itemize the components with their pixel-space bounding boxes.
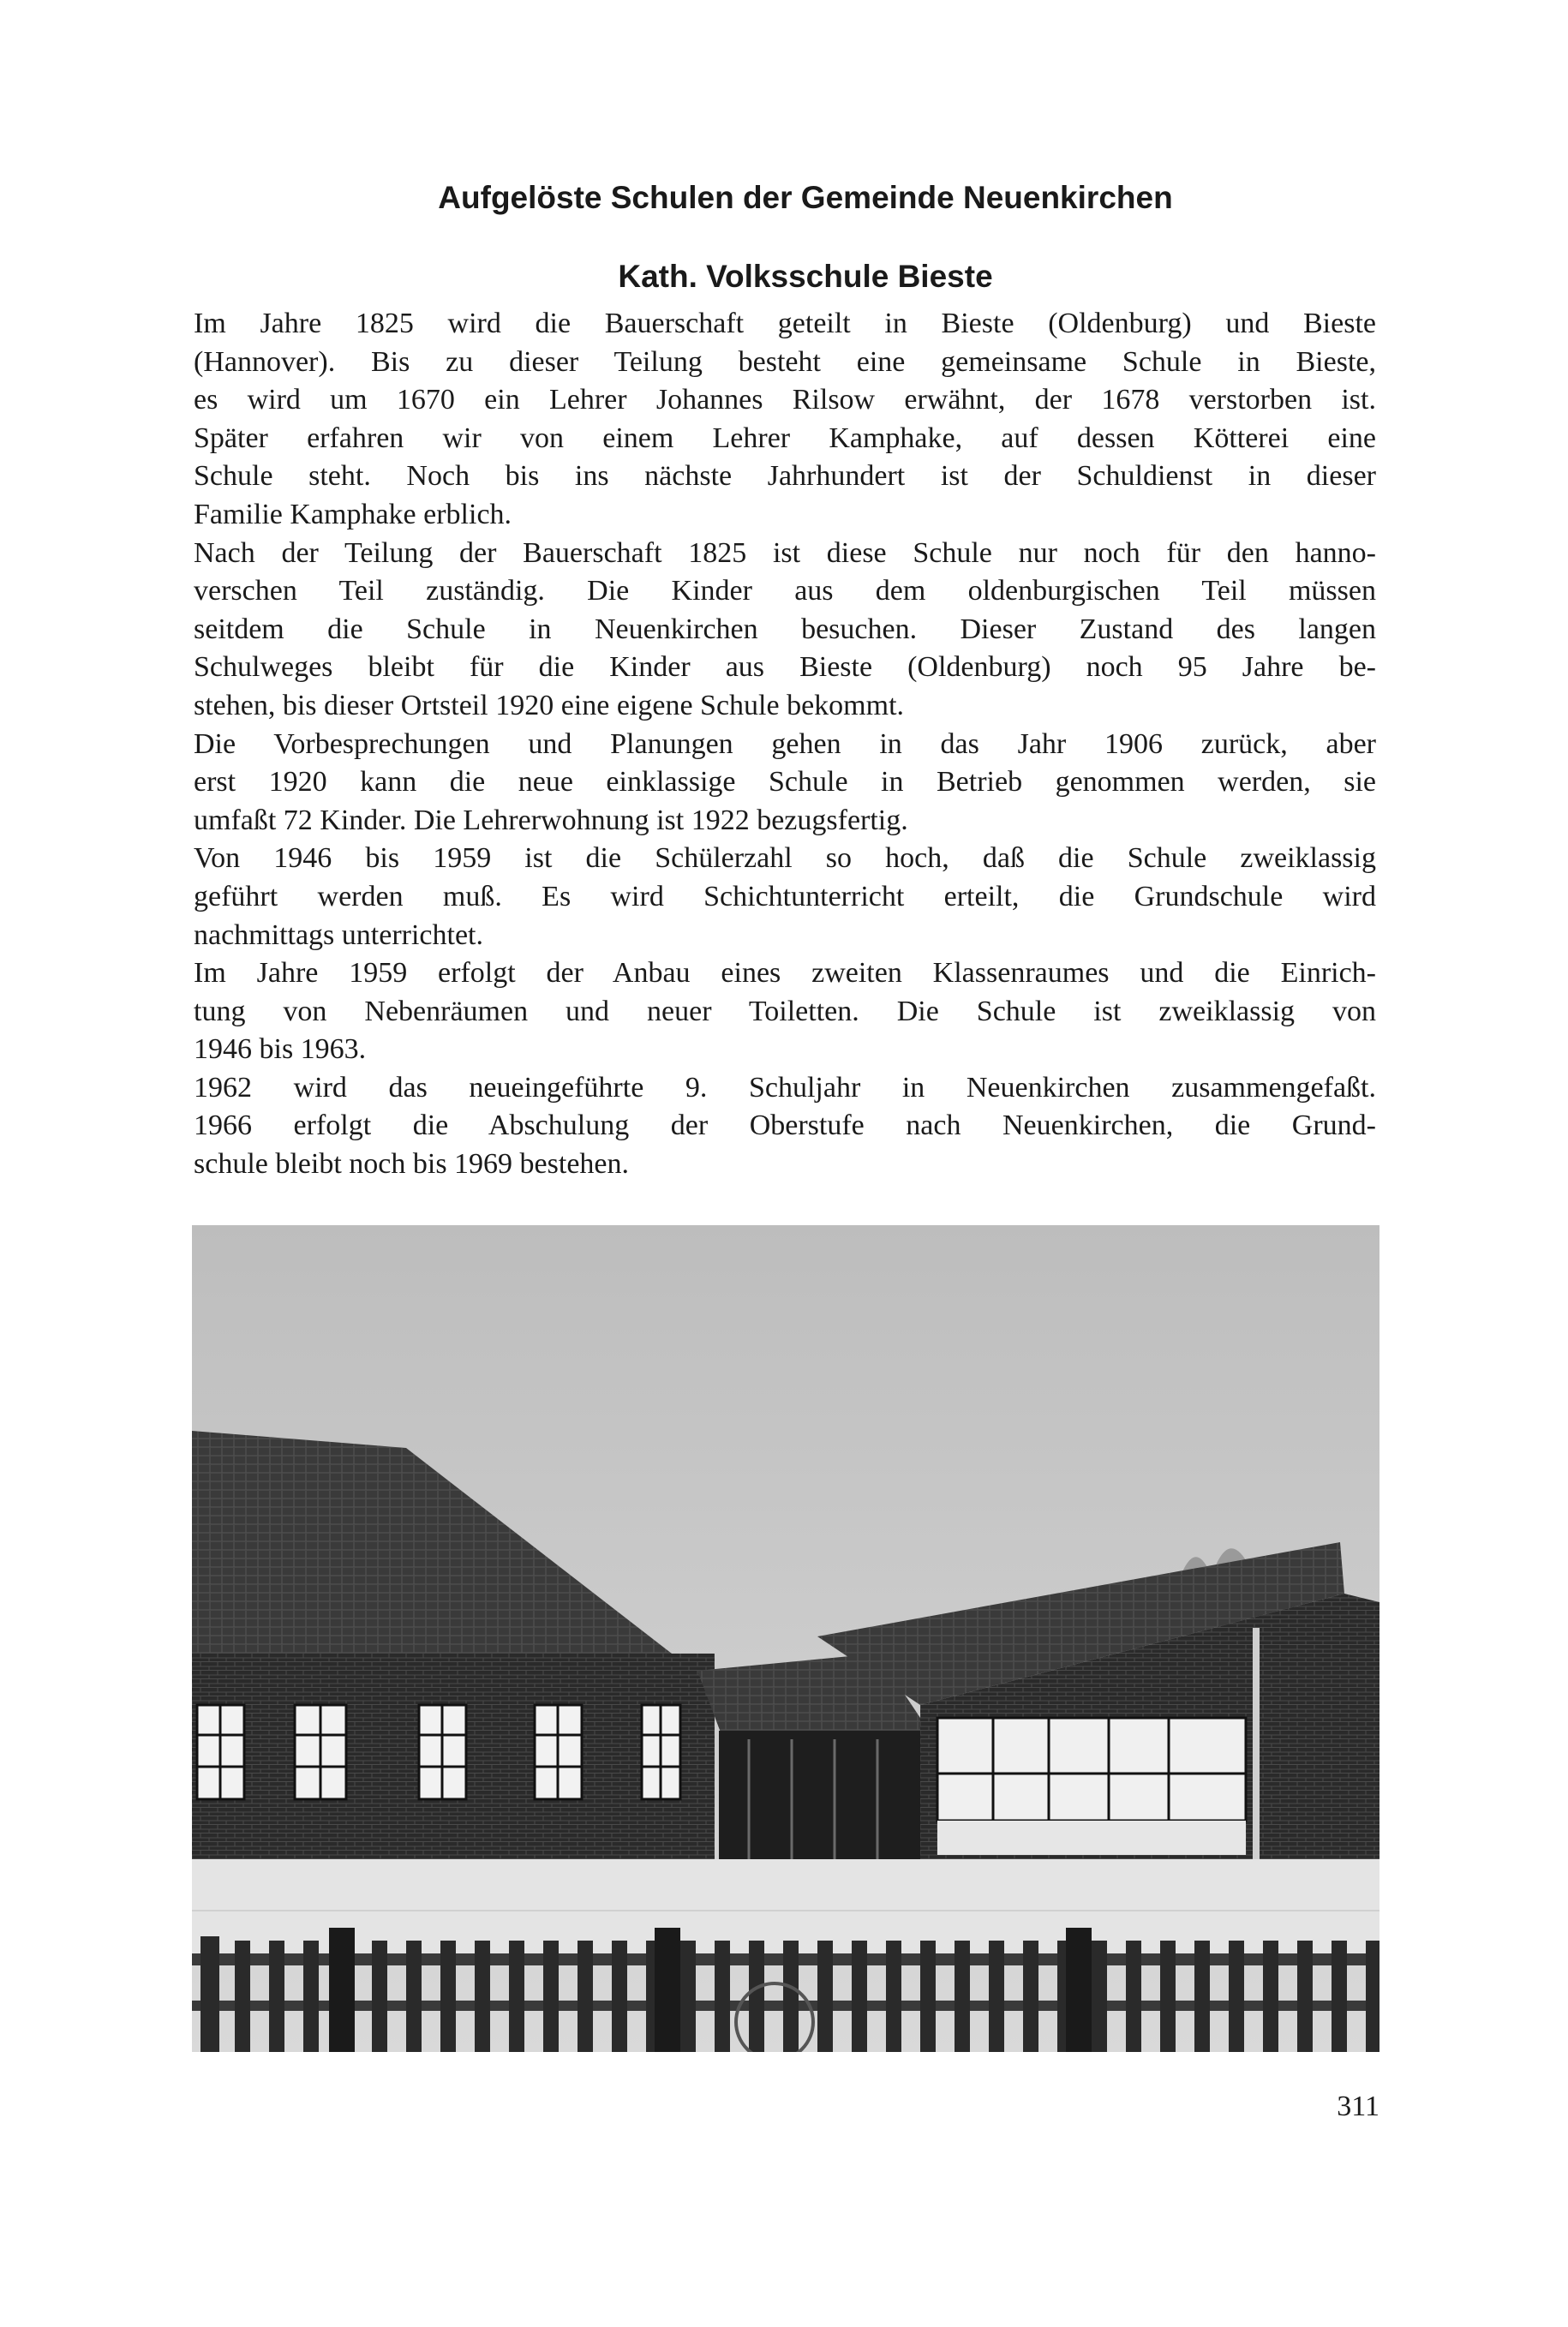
text-line: stehen, bis dieser Ortsteil 1920 eine eigene Schule bekommt. (194, 689, 905, 721)
text-line: schule bleibt noch bis 1969 bestehen. (194, 1148, 630, 1181)
text-line: Von 1946 bis 1959 ist die Schülerzahl so hoch, daß die Schule zweiklassig (194, 842, 1376, 875)
text-line: verschen Teil zuständig. Die Kinder aus dem oldenburgischen Teil müssen (194, 575, 1376, 607)
text-line: es wird um 1670 ein Lehrer Johannes Rilsow erwähnt, der 1678 verstorben ist. (194, 384, 1376, 416)
text-line: Im Jahre 1825 wird die Bauerschaft geteilt in Bieste (Oldenburg) und Bieste (194, 308, 1376, 339)
text-line: seitdem die Schule in Neuenkirchen besuchen. Dieser Zustand des langen (194, 613, 1376, 645)
text-line: Die Vorbesprechungen und Planungen gehen in das Jahr 1906 zurück, aber (194, 727, 1376, 760)
school-building-photo (192, 1225, 1379, 2052)
text-line: erst 1920 kann die neue einklassige Schule in Betrieb genommen werden, sie (194, 766, 1376, 799)
text-line: Schule steht. Noch bis ins nächste Jahrhundert ist der Schuldienst in dieser (194, 460, 1376, 493)
text-line: nachmittags unterrichtet. (194, 918, 483, 951)
text-line: geführt werden muß. Es wird Schichtunterricht erteilt, die Grundschule wird (194, 880, 1376, 912)
text-line: 1946 bis 1963. (194, 1033, 367, 1066)
text-line: 1962 wird das neueingeführte 9. Schuljahr in Neuenkirchen zusammengefaßt. (194, 1071, 1376, 1104)
text-line: Familie Kamphake erblich. (194, 498, 512, 530)
section-heading: Kath. Volksschule Bieste (618, 259, 993, 294)
page-number: 311 (1337, 2091, 1379, 2122)
text-line: Im Jahre 1959 erfolgt der Anbau eines zweiten Klassenraumes und die Einrich- (194, 957, 1376, 990)
text-line: Nach der Teilung der Bauerschaft 1825 ist diese Schule nur noch für den hanno- (194, 536, 1376, 569)
text-line: Schulweges bleibt für die Kinder aus Bieste (Oldenburg) noch 95 Jahre be- (194, 651, 1376, 684)
text-line: tung von Nebenräumen und neuer Toiletten. Die Schule ist zweiklassig von (194, 995, 1376, 1027)
page-title: Aufgelöste Schulen der Gemeinde Neuenkirchen (438, 180, 1173, 215)
text-line: Später erfahren wir von einem Lehrer Kamphake, auf dessen Kötterei eine (194, 422, 1376, 454)
text-line: umfaßt 72 Kinder. Die Lehrerwohnung ist 1922 bezugsfertig. (194, 804, 908, 836)
body-text (194, 305, 1376, 1184)
text-line: (Hannover). Bis zu dieser Teilung besteht eine gemeinsame Schule in Bieste, (194, 345, 1376, 378)
text-line: 1966 erfolgt die Abschulung der Oberstufe nach Neuenkirchen, die Grund- (194, 1110, 1376, 1142)
